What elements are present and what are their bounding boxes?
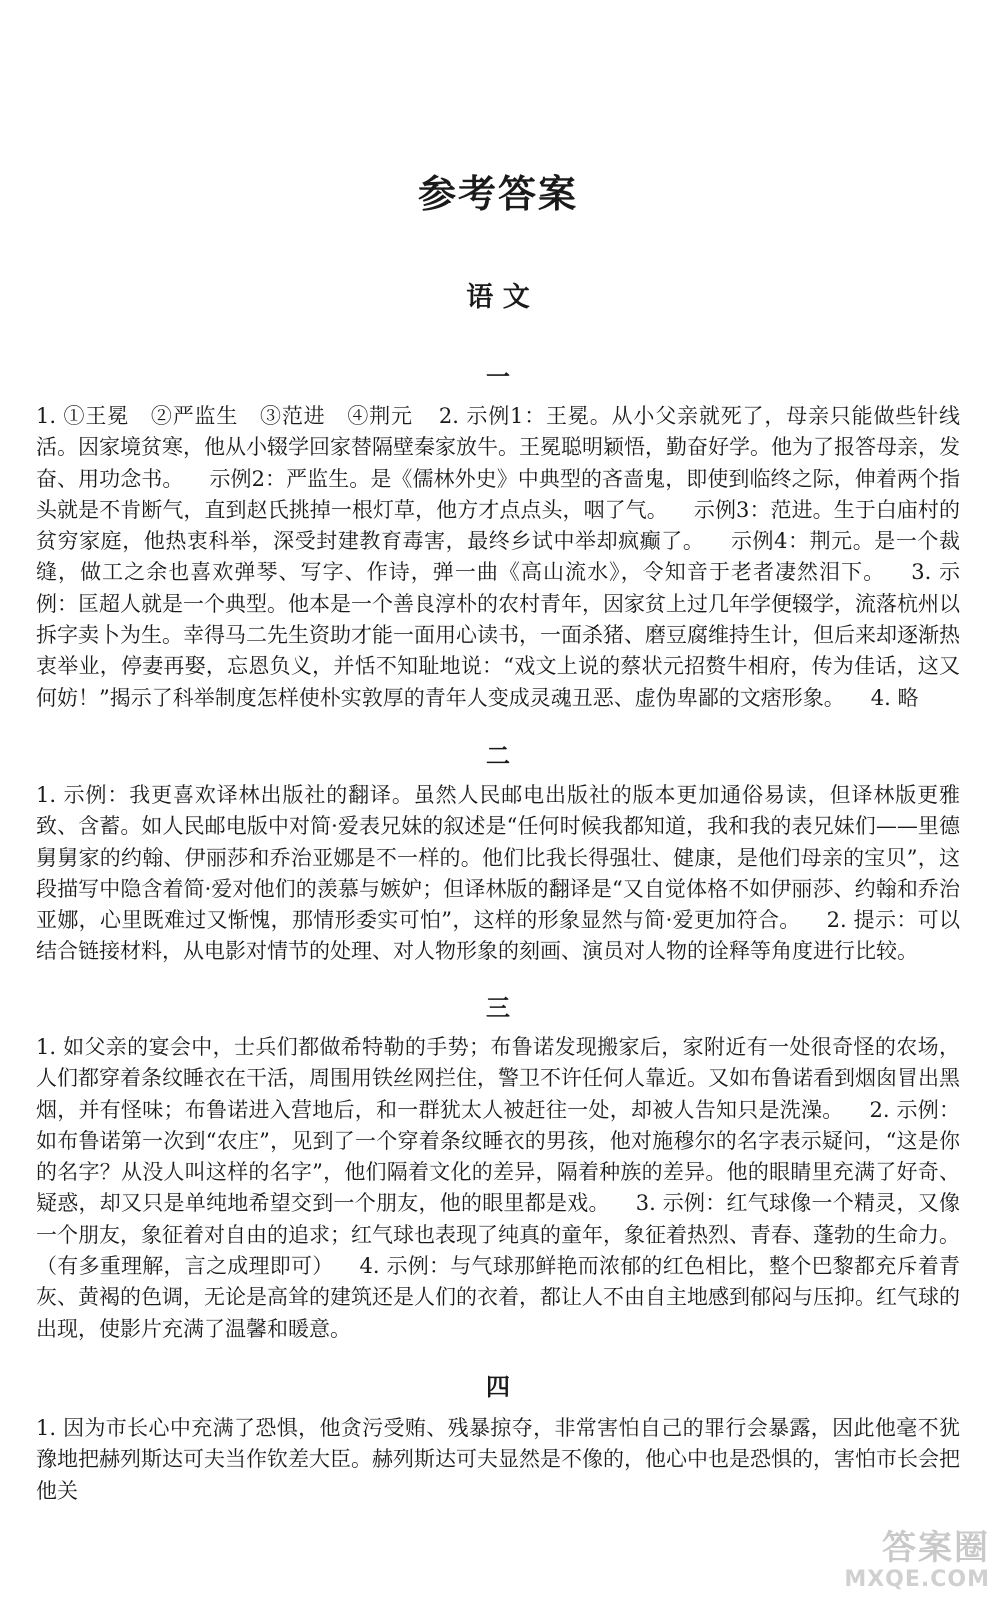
answer-1-4: 4. 略 xyxy=(870,685,919,710)
answer-2-2: 2. 提示：可以结合链接材料，从电影对情节的处理、对人物形象的刻画、演员对人物的诠释等角度进行比较。 xyxy=(36,908,960,964)
section-1-answers xyxy=(36,401,960,714)
watermark-brand: 答案圈 xyxy=(882,1528,990,1568)
section-4-answers xyxy=(36,1413,960,1507)
answer-1-2: 2. 示例1：王冕。从小父亲就死了，母亲只能做些针线活。因家境贫寒，他从小辍学回家替隔壁秦家放牛。王冕聪明颖悟，勤奋好学。他为了报答母亲，发奋、用功念书。 xyxy=(36,404,960,491)
section-heading-3: 三 xyxy=(486,993,510,1022)
section-3-answers xyxy=(36,1032,960,1345)
answer-3-3: 3. 示例：红气球像一个精灵，又像一个朋友，象征着对自由的追求；红气球也表现了纯真的童年，象征着热烈、青春、蓬勃的生命力。（有多重理解，言之成理即可） xyxy=(36,1191,961,1279)
watermark xyxy=(840,1528,990,1598)
answer-1-2-example-4: 示例4：荆元。是一个裁缝，做工之余也喜欢弹琴、写字、作诗，弹一曲《高山流水》，令知音于老者凄然泪下。 xyxy=(36,529,960,585)
page-title: 参考答案 xyxy=(417,171,578,217)
watermark-site: MXQE.COM xyxy=(844,1567,990,1592)
answer-2-1: 1. 示例：我更喜欢译林出版社的翻译。虽然人民邮电出版社的版本更加通俗易读，但译林版更雅致、含蓄。如人民邮电版中对简·爱表兄妹的叙述是“任何时候我都知道，我和我的表兄妹们——里德舅舅家的约翰、伊丽莎和乔治亚娜是不一样的。他们比我长得强壮、健康，是他们母亲的宝贝”，这段描写中隐含着简·爱对他们的羡慕与嫉妒；但译林版的翻译是“又自觉体格不如伊丽莎、约翰和乔治亚娜，心里既难过又惭愧，那情形委实可怕”，这样的形象显然与简·爱更加符合。 xyxy=(36,783,960,933)
answer-1-2-example-2: 示例2：严监生。是《儒林外史》中典型的吝啬鬼，即使到临终之际，伸着两个指头就是不肯断气，直到赵氏挑掉一根灯草，他方才点点头，咽了气。 xyxy=(36,466,961,522)
section-heading-1: 一 xyxy=(486,362,510,391)
answer-3-1: 1. 如父亲的宴会中，士兵们都做希特勒的手势；布鲁诺发现搬家后，家附近有一处很奇怪的农场，人们都穿着条纹睡衣在干活，周围用铁丝网拦住，警卫不许任何人靠近。又如布鲁诺看到烟囱冒出黑烟，并有怪味；布鲁诺进入营地后，和一群犹太人被赶往一处，却被人告知只是洗澡。 xyxy=(36,1035,960,1122)
section-2-answers xyxy=(36,780,960,968)
answer-3-2: 2. 示例：如布鲁诺第一次到“农庄”，见到了一个穿着条纹睡衣的男孩，他对施穆尔的名字表示疑问，“这是你的名字？从没人叫这样的名字”，他们隔着文化的差异，隔着种族的差异。他的眼睛里充满了好奇、疑惑，却又只是单纯地希望交到一个朋友，他的眼里都是戏。 xyxy=(36,1097,960,1216)
subject-heading: 语 文 xyxy=(466,282,530,313)
section-heading-2: 二 xyxy=(486,741,510,770)
section-heading-4: 四 xyxy=(486,1372,510,1401)
answer-1-2-example-3: 示例3：范进。生于白庙村的贫穷家庭，他热衷科举，深受封建教育毒害，最终乡试中举却疯癫了。 xyxy=(36,497,960,554)
answer-1-1: 1. ①王冕 ②严监生 ③范进 ④荆元 xyxy=(36,404,413,428)
answer-3-4: 4. 示例：与气球那鲜艳而浓郁的红色相比，整个巴黎都充斥着青灰、黄褐的色调，无论是高耸的建筑还是人们的衣着，都让人不由自主地感到郁闷与压抑。红气球的出现，使影片充满了温馨和暖意。 xyxy=(36,1254,960,1341)
answer-1-3: 3. 示例：匡超人就是一个典型。他本是一个善良淳朴的农村青年，因家贫上过几年学便辍学，流落杭州以拆字卖卜为生。幸得马二先生资助才能一面用心读书，一面杀猪、磨豆腐维持生计，但后来却逐渐热衷举业，停妻再娶，忘恩负义，并恬不知耻地说：“戏文上说的蔡状元招赘牛相府，传为佳话，这又何妨！”揭示了科举制度怎样使朴实敦厚的青年人变成灵魂丑恶、虚伪卑鄙的文痞形象。 xyxy=(36,560,960,710)
answer-4-1: 1. 因为市长心中充满了恐惧，他贪污受贿、残暴掠夺，非常害怕自己的罪行会暴露，因此他毫不犹豫地把赫列斯达可夫当作钦差大臣。赫列斯达可夫显然是不像的，他心中也是恐惧的，害怕市长会把他关 xyxy=(36,1416,960,1503)
